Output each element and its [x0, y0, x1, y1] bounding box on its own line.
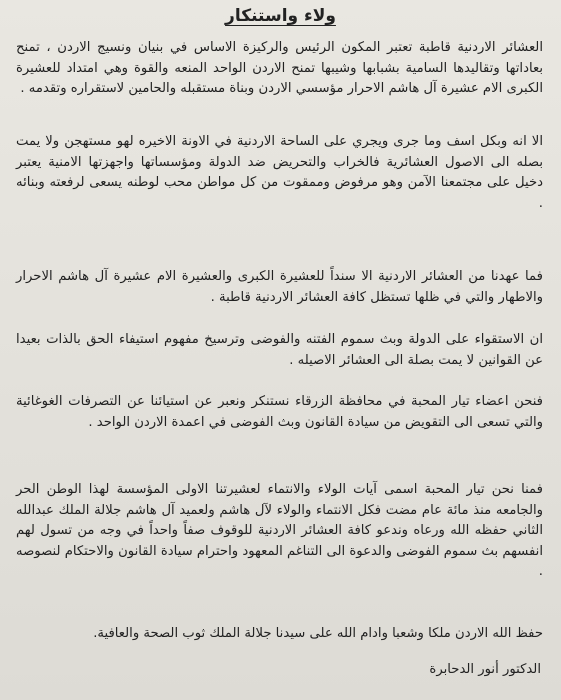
paragraph-1: العشائر الاردنية قاطبة تعتبر المكون الرئيس والركيزة الاساس في بنيان ونسيج الاردن ، تمنح بعاداتها وتقاليدها السامية بشبابها وشيبها تمنح الاردن الواحد المنعه والقوة وهي امتداد للعشيرة الكبرى الام عشيرة آل هاشم الاحرار مؤسسي الاردن وبناة مستقبله والحامين لاستقراره وتقدمه .	[16, 40, 543, 96]
paragraph-5: فنحن اعضاء تيار المحبة في محافظة الزرقاء نستنكر ونعبر عن استيائنا عن التصرفات الغوغائية والتي تسعى الى التقويض من سيادة القانون وبث الفوضى في اعمدة الاردن الواحد .	[16, 394, 543, 430]
paragraph-2: الا انه وبكل اسف وما جرى ويجري على الساحة الاردنية في الاونة الاخيره لهو مستهجن ولا يمت بصله الى الاصول العشائرية فالخراب والتحريض ضد الدولة ومؤسساتها واجهزتها الامنية يعتبر دخيل على مجتمعنا الآمن وهو مرفوض وممقوت من كل مواطن محب لوطنه يسعى لرفعته وبنائه .	[16, 134, 543, 211]
paragraph-4: ان الاستقواء على الدولة وبث سموم الفتنه والفوضى وترسيخ مفهوم استيفاء الحق بالذات بعيدا عن القوانين لا يمت بصلة الى العشائر الاصيله .	[16, 332, 543, 368]
paragraph-6: فمنا نحن تيار المحبة اسمى آيات الولاء والانتماء لعشيرتنا الاولى المؤسسة لهذا الوطن الحر والجامعه منذ مائة عام مضت فكل الانتماء والولاء لآل هاشم ولعميد آل هاشم جلالة الملك عبدالله الثاني حفظه الله ورعاه وندعو كافة العشائر الاردنية للوقوف صفاً واحداً في وجه من تسول لهم انفسهم بث سموم الفوضى والدعوة الى التناغم المعهود واحترام سيادة القانون والاحتكام لنصوصه .	[16, 482, 543, 579]
signature: الدكتور أنور الدحابرة	[429, 662, 541, 677]
paragraph-3: فما عهدنا من العشائر الاردنية الا سنداً للعشيرة الكبرى والعشيرة الام عشيرة آل هاشم الاحرار والاطهار والتي في ظلها تستظل كافة العشائر الاردنية قاطبة .	[16, 269, 543, 305]
document-title: ولاء واستنكار	[225, 6, 336, 26]
closing-prayer: حفظ الله الاردن ملكا وشعبا وادام الله على سيدنا جلالة الملك ثوب الصحة والعافية.	[93, 626, 543, 641]
